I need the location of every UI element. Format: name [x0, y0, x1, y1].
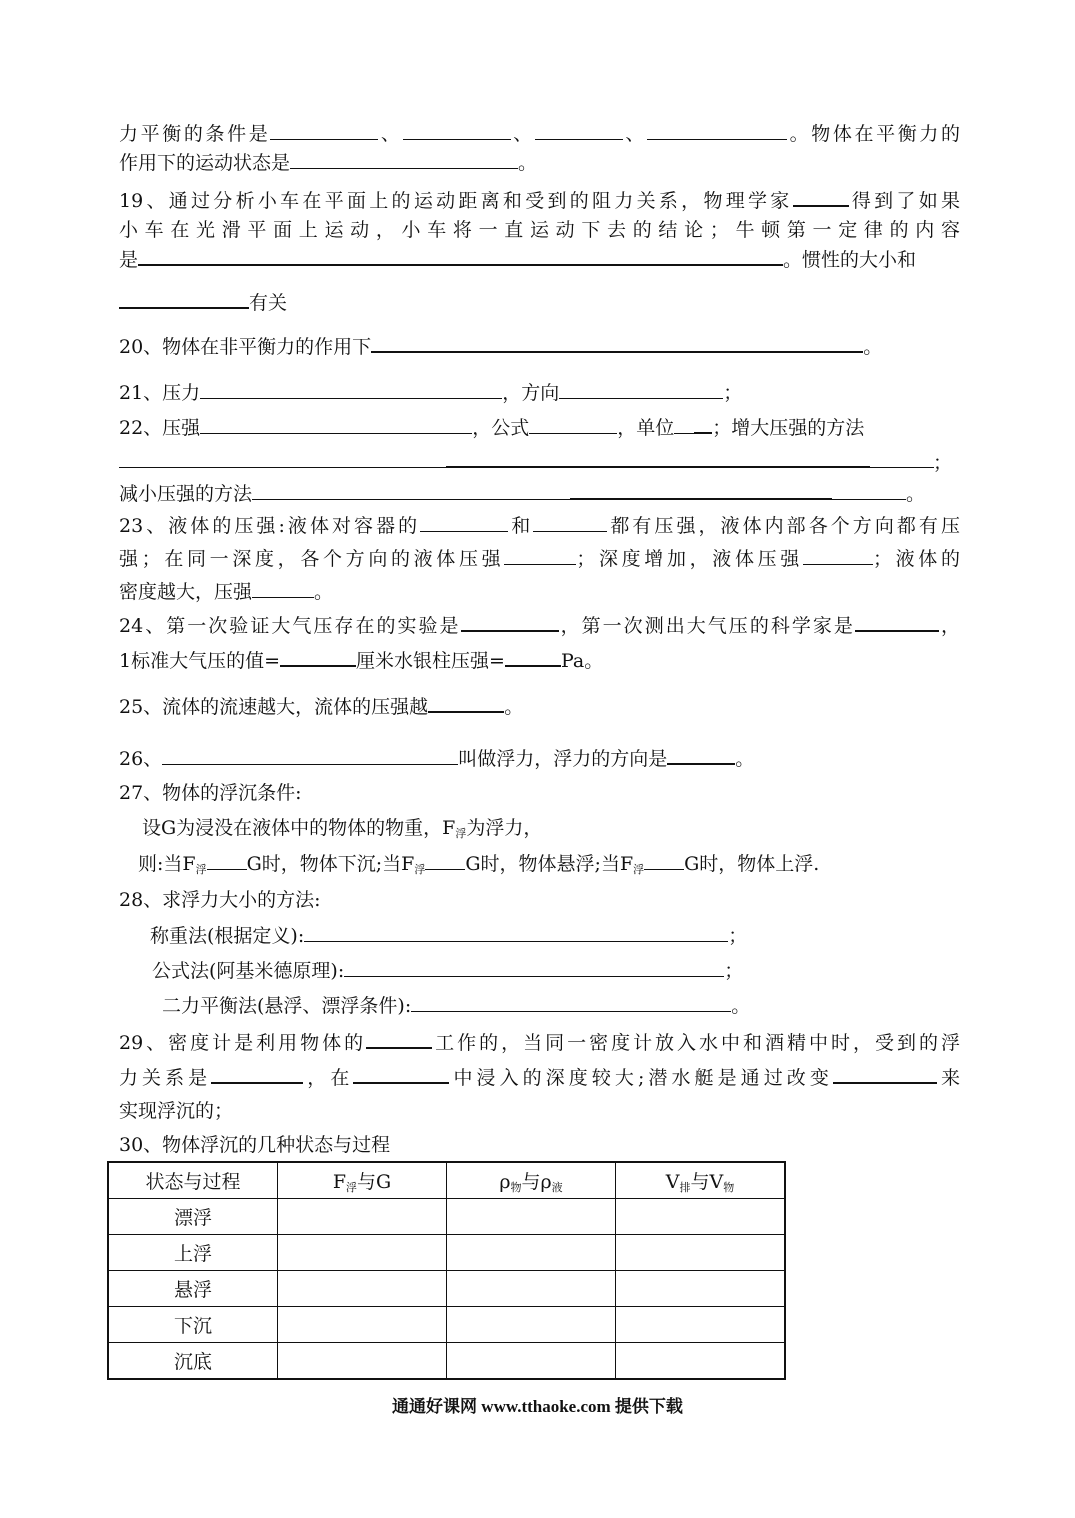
- q19-line2: [119, 218, 960, 242]
- subscript: 浮: [455, 827, 467, 840]
- blank[interactable]: [505, 647, 561, 667]
- text: ；增大压强的方法: [712, 417, 865, 439]
- blank[interactable]: [211, 1064, 303, 1084]
- text: 23、液体的压强:液体对容器的: [119, 515, 421, 537]
- blank[interactable]: [647, 121, 787, 140]
- text: 1标准大气压的值=: [119, 650, 281, 672]
- blank[interactable]: [270, 121, 378, 140]
- float-state-table: [107, 1161, 786, 1380]
- text: 小车在光滑平面上运动，小车将一直运动下去的结论；牛顿第一定律的内容: [119, 219, 960, 241]
- header-state: [108, 1162, 278, 1199]
- q22-line2-end: [933, 451, 952, 475]
- text: ；深度增加，液体压强: [576, 548, 803, 570]
- text: 是: [119, 249, 139, 271]
- text: 称重法(根据定义):: [150, 925, 305, 947]
- q26: [119, 745, 960, 771]
- q27-title: [119, 781, 960, 805]
- text: 得到了如果: [848, 190, 960, 212]
- blank[interactable]: [200, 380, 502, 399]
- text: 力关系是: [119, 1067, 212, 1089]
- q30-title: [119, 1133, 960, 1157]
- text: ，公式: [472, 417, 530, 439]
- blank[interactable]: [644, 851, 684, 870]
- q24-line1: [119, 612, 960, 638]
- table-row: [108, 1235, 785, 1271]
- q18-line1: [119, 121, 960, 146]
- q28-title: [119, 888, 960, 912]
- subscript: 排: [679, 1181, 691, 1194]
- text: G时，物体下沉;当F: [246, 853, 415, 875]
- q22-line3: [119, 480, 960, 506]
- text: 28、求浮力大小的方法:: [119, 889, 321, 911]
- header-density: [447, 1162, 616, 1199]
- q29-line2: [119, 1064, 960, 1090]
- answer-cell[interactable]: [616, 1235, 786, 1271]
- blank[interactable]: [425, 851, 465, 870]
- blank[interactable]: [833, 1064, 937, 1084]
- q28-method3: [162, 993, 960, 1018]
- text: 22、压强: [119, 417, 201, 439]
- text: 力平衡的条件是: [119, 123, 271, 145]
- q22-blank-increase-2[interactable]: [446, 466, 870, 468]
- q19-line1: [119, 187, 960, 213]
- blank[interactable]: [793, 187, 849, 207]
- text: 。: [731, 995, 751, 1017]
- blank[interactable]: [570, 480, 832, 500]
- blank[interactable]: [371, 333, 863, 353]
- text: 叫做浮力，浮力的方向是: [458, 748, 668, 770]
- table-header-row: [108, 1162, 785, 1199]
- text: 、: [622, 123, 648, 145]
- text: ，在: [303, 1067, 354, 1089]
- text: 为浮力，: [466, 817, 543, 839]
- text: G时，物体上浮.: [684, 853, 820, 875]
- blank[interactable]: [535, 121, 623, 140]
- blank[interactable]: [420, 513, 508, 532]
- answer-cell[interactable]: [447, 1199, 616, 1235]
- text: 。物体在平衡力的: [787, 123, 960, 145]
- subscript: 物: [723, 1181, 735, 1194]
- footer-source: 通通好课网 www.tthaoke.com 提供下载: [392, 1397, 683, 1416]
- subscript: 物: [510, 1181, 522, 1194]
- q27-line2: [142, 816, 960, 843]
- q29-line3: [119, 1099, 960, 1123]
- table-row: [108, 1343, 785, 1380]
- blank[interactable]: [403, 121, 511, 140]
- text: 中浸入的深度较大;潜水艇是通过改变: [449, 1067, 833, 1089]
- blank[interactable]: [533, 513, 607, 532]
- blank[interactable]: [119, 289, 249, 309]
- text: 强；在同一深度，各个方向的液体压强: [119, 548, 505, 570]
- text: 和: [508, 515, 534, 537]
- answer-cell[interactable]: [447, 1307, 616, 1343]
- answer-cell[interactable]: [447, 1271, 616, 1307]
- answer-cell[interactable]: [278, 1343, 447, 1380]
- header-force: [278, 1162, 447, 1199]
- blank[interactable]: [803, 546, 873, 565]
- text: ；: [933, 452, 953, 474]
- text: 减小压强的方法: [119, 483, 253, 505]
- text: 厘米水银柱压强=: [356, 650, 505, 672]
- table-row: [108, 1271, 785, 1307]
- text: 与V: [690, 1171, 724, 1193]
- blank[interactable]: [529, 415, 617, 434]
- text: F: [332, 1171, 346, 1193]
- blank[interactable]: [280, 647, 356, 667]
- blank[interactable]: [252, 481, 570, 500]
- text: 20、物体在非平衡力的作用下: [119, 336, 372, 358]
- blank[interactable]: [353, 1064, 449, 1084]
- q23-line2: [119, 546, 960, 571]
- text: ，第一次测出大气压的科学家是: [558, 615, 855, 637]
- q22-blank-increase-1[interactable]: [119, 467, 446, 468]
- blank[interactable]: [138, 246, 783, 266]
- text: Pa。: [560, 650, 604, 672]
- text: ，单位: [617, 417, 675, 439]
- q23-line3: [119, 579, 960, 604]
- answer-cell[interactable]: [278, 1307, 447, 1343]
- blank[interactable]: [832, 481, 906, 500]
- blank[interactable]: [559, 380, 723, 399]
- text: 实现浮沉的；: [119, 1100, 234, 1122]
- blank[interactable]: [674, 415, 694, 434]
- text: 。: [518, 152, 538, 174]
- text: 都有压强，液体内部各个方向都有压: [607, 515, 960, 537]
- text: 二力平衡法(悬浮、漂浮条件):: [162, 995, 412, 1017]
- text: 27、物体的浮沉条件:: [119, 782, 302, 804]
- answer-cell[interactable]: [616, 1199, 786, 1235]
- blank[interactable]: [344, 958, 724, 977]
- text: V: [665, 1171, 680, 1193]
- text: 。: [906, 483, 926, 505]
- text: 。: [314, 581, 334, 603]
- text: 来: [936, 1067, 960, 1089]
- row-label: 下沉: [108, 1307, 278, 1343]
- answer-cell[interactable]: [447, 1235, 616, 1271]
- text: 、: [378, 123, 403, 145]
- text: ，: [938, 615, 960, 637]
- blank[interactable]: [855, 612, 939, 632]
- answer-cell[interactable]: [447, 1343, 616, 1380]
- answer-cell[interactable]: [616, 1307, 786, 1343]
- row-label: 沉底: [108, 1343, 278, 1380]
- text: ；液体的: [872, 548, 960, 570]
- blank[interactable]: [200, 415, 472, 434]
- text: 19、通过分析小车在平面上的运动距离和受到的阻力关系，物理学家: [119, 190, 793, 212]
- text: 。: [504, 696, 524, 718]
- text: 密度越大，压强: [119, 581, 253, 603]
- text: 24、第一次验证大气压存在的实验是: [119, 615, 461, 637]
- text: ；: [728, 925, 748, 947]
- text: G时，物体悬浮;当F: [465, 853, 634, 875]
- row-label: 悬浮: [108, 1271, 278, 1307]
- q28-method1: [150, 923, 960, 948]
- subscript: 浮: [195, 863, 207, 876]
- q18-line2: [119, 150, 960, 175]
- table-row: [108, 1307, 785, 1343]
- text: 21、压力: [119, 382, 201, 404]
- text: ；: [723, 382, 743, 404]
- text: 与ρ: [521, 1171, 552, 1193]
- text: 则:当F: [138, 853, 196, 875]
- text: 工作的，当同一密度计放入水中和酒精中时，受到的浮: [432, 1032, 960, 1054]
- q24-line2: [119, 647, 960, 673]
- blank[interactable]: [461, 612, 559, 632]
- table-row: [108, 1199, 785, 1235]
- blank[interactable]: [411, 993, 731, 1012]
- text: 与G: [357, 1171, 392, 1193]
- text: 。: [863, 336, 883, 358]
- blank[interactable]: [304, 923, 728, 942]
- q28-method2: [152, 958, 960, 983]
- subscript: 浮: [346, 1181, 357, 1194]
- text: ，方向: [502, 382, 560, 404]
- blank[interactable]: [694, 414, 712, 434]
- subscript: 液: [551, 1181, 563, 1194]
- subscript: 浮: [414, 863, 426, 876]
- text: 。惯性的大小和: [783, 249, 917, 271]
- text: 公式法(阿基米德原理):: [152, 960, 345, 982]
- text: 设G为浸没在液体中的物体的物重，F: [142, 817, 456, 839]
- q22-blank-increase-3[interactable]: [870, 467, 934, 468]
- answer-cell[interactable]: [616, 1271, 786, 1307]
- text: 30、物体浮沉的几种状态与过程: [119, 1134, 391, 1156]
- text: 25、流体的流速越大，流体的压强越: [119, 696, 429, 718]
- q22-line1: [119, 414, 960, 440]
- q23-line1: [119, 513, 960, 538]
- subscript: 浮: [633, 863, 645, 876]
- blank[interactable]: [290, 150, 518, 169]
- q25: [119, 693, 960, 719]
- text: 有关: [249, 292, 288, 314]
- answer-cell[interactable]: [278, 1199, 447, 1235]
- header-volume: [616, 1162, 786, 1199]
- blank[interactable]: [667, 745, 735, 765]
- q21: [119, 380, 960, 405]
- q20: [119, 333, 960, 359]
- q27-line3: [138, 851, 960, 879]
- answer-cell[interactable]: [278, 1235, 447, 1271]
- row-label: 上浮: [108, 1235, 278, 1271]
- answer-cell[interactable]: [278, 1271, 447, 1307]
- answer-cell[interactable]: [616, 1343, 786, 1380]
- text: ；: [724, 960, 744, 982]
- text: 。: [735, 748, 755, 770]
- blank[interactable]: [366, 1029, 432, 1049]
- text: 作用下的运动状态是: [119, 152, 291, 174]
- text: ρ: [499, 1171, 511, 1193]
- blank[interactable]: [504, 546, 576, 565]
- text: 状态与过程: [145, 1171, 241, 1193]
- blank[interactable]: [428, 693, 504, 713]
- q29-line1: [119, 1029, 960, 1055]
- blank[interactable]: [162, 746, 458, 765]
- q19-line3: [119, 246, 960, 272]
- text: 26、: [119, 748, 163, 770]
- blank[interactable]: [207, 851, 247, 870]
- q19-line4: [119, 289, 960, 315]
- row-label: 漂浮: [108, 1199, 278, 1235]
- blank[interactable]: [252, 579, 314, 598]
- text: 、: [510, 123, 535, 145]
- text: 29、密度计是利用物体的: [119, 1032, 367, 1054]
